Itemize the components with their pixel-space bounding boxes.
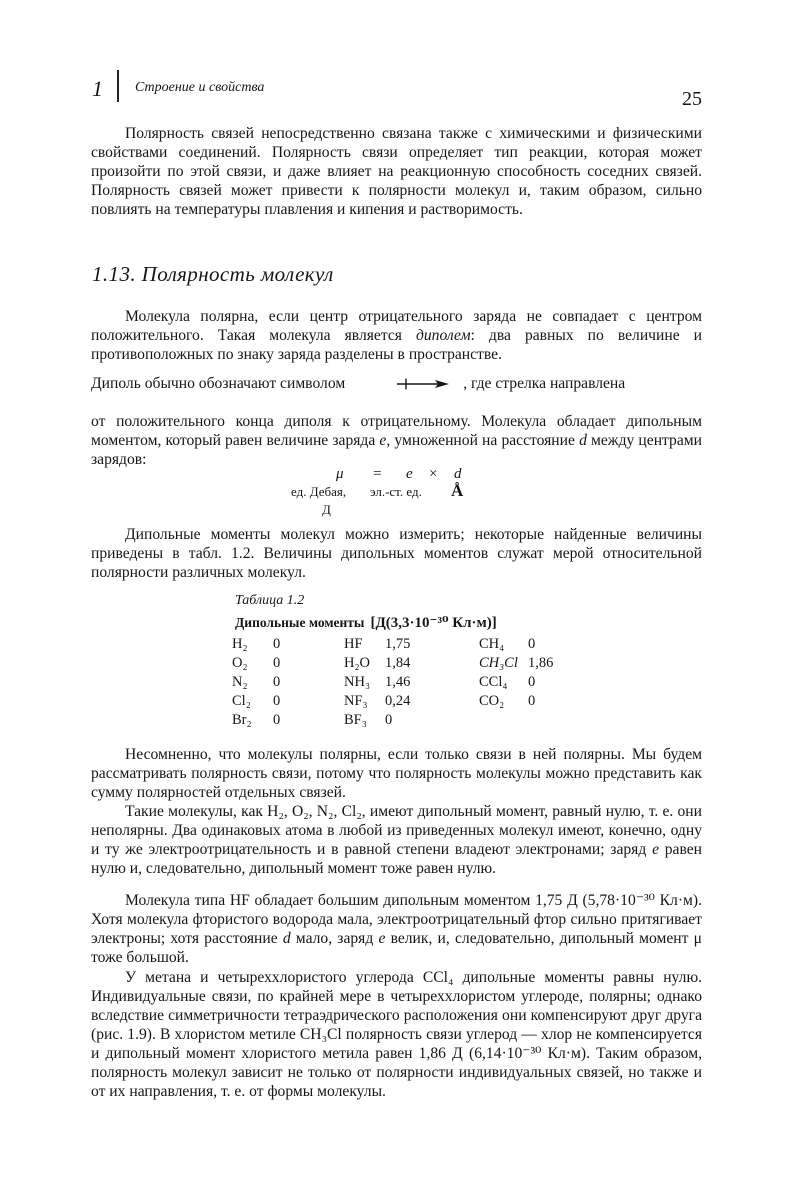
table-cell: 0 bbox=[273, 712, 281, 728]
text: Молекула полярна, если центр отрицательного заряда не совпадает с центром положительного. Такая молекула является bbox=[91, 308, 702, 344]
paragraph-measure: Дипольные моменты молекул можно измерить; некоторые найденные величины приведены в табл. 1.2. Величины дипольных моментов служат мерой относительной полярности различных молекул. bbox=[91, 526, 702, 581]
term-dipole: диполем bbox=[415, 327, 471, 344]
dipole-symbol-line bbox=[91, 375, 702, 393]
table-cell: 1,46 bbox=[385, 674, 411, 690]
variable-d: d bbox=[282, 930, 291, 947]
text: велик, и, следовательно, дипольный момент μ тоже большой. bbox=[91, 930, 702, 966]
paragraph-dipole-moment bbox=[91, 412, 702, 469]
table-cell: 0 bbox=[273, 693, 281, 709]
paragraph-molecule-polarity: Несомненно, что молекулы полярны, если только связи в ней полярны. Мы будем рассматривать полярность связи, потому что полярность молекулы можно представить как сумму полярностей отдельных связей. bbox=[91, 746, 702, 801]
table-cell: 1,84 bbox=[385, 655, 411, 671]
variable-e: e bbox=[652, 841, 659, 858]
table-cell: NH₃ bbox=[344, 674, 370, 690]
unit-debye-abbr: Д bbox=[322, 502, 331, 517]
table-cell: CH₃Cl bbox=[479, 655, 518, 671]
paragraph-methane-ccl4: У метана и четыреххлористого углерода CCl₄ дипольные моменты равны нулю. Индивидуальные связи, по крайней мере в четыреххлористом углероде, полярны; однако вследствие симметричности тетраэдрического расположения они компенсируют друг друга (рис. 1.9). В хлористом метиле CH₃Cl полярность связи углерод — хлор не компенсируется и дипольный момент хлористого метила равен 1,86 Д (6,14·10⁻³⁰ Кл·м). Таким образом, полярность молекул зависит не только от полярности индивидуальных связей, но также и от их направления, т. е. от формы молекулы. bbox=[91, 969, 702, 1100]
table-cell: CH₄ bbox=[479, 636, 505, 652]
table-cell: O₂ bbox=[232, 655, 248, 671]
table-cell: NF₃ bbox=[344, 693, 368, 709]
table-cell: 0 bbox=[273, 636, 281, 652]
table-cell: 0 bbox=[273, 674, 281, 690]
variable-e: e bbox=[379, 432, 387, 449]
table-cell: 0 bbox=[528, 693, 536, 709]
table-cell: HF bbox=[344, 636, 363, 652]
unit-debye: ед. Дебая, bbox=[291, 484, 347, 499]
table-cell: BF₃ bbox=[344, 712, 367, 728]
paragraph-hf bbox=[91, 891, 702, 967]
text: : два равных по величине и противоположных по знаку заряда разделены в пространстве. bbox=[91, 327, 702, 363]
table-cell: 1,75 bbox=[385, 636, 411, 652]
page-number: 25 bbox=[682, 88, 702, 110]
text: Молекула типа HF обладает большим дипольным моментом 1,75 Д (5,78·10⁻³⁰ Кл·м). Хотя молекула фтористого водорода мала, электроотрицательный фтор сильно притягивает электроны; хотя расстояние bbox=[91, 892, 702, 947]
dipole-line-text: Диполь обычно обозначают символом bbox=[91, 375, 346, 392]
table-row bbox=[232, 693, 568, 712]
text: равен нулю и, следовательно, дипольный момент тоже равен нулю. bbox=[91, 841, 703, 877]
formula-equals: = bbox=[373, 466, 382, 482]
formula-d: d bbox=[454, 466, 462, 482]
table-cell bbox=[479, 712, 528, 731]
table-cell bbox=[528, 712, 568, 731]
variable-e: e bbox=[378, 930, 386, 947]
table-row bbox=[232, 636, 568, 655]
formula-mu: μ bbox=[336, 466, 344, 482]
chapter-title: Строение и свойства bbox=[135, 80, 265, 95]
table-cell: CCl₄ bbox=[479, 674, 508, 690]
formula-times: × bbox=[429, 466, 438, 482]
unit-esu: эл.-ст. ед. bbox=[370, 484, 422, 499]
table-cell: H₂O bbox=[344, 655, 370, 671]
table-header-unit: [Д(3,3·10⁻³⁰ Кл·м)] bbox=[370, 615, 497, 631]
table-cell: CO₂ bbox=[479, 693, 505, 709]
dipole-line-text-after: , где стрелка направлена bbox=[463, 375, 626, 392]
text: между центрами зарядов: bbox=[91, 432, 702, 468]
header-divider bbox=[117, 70, 119, 102]
text: Такие молекулы, как H₂, O₂, N₂, Cl₂, имеют дипольный момент, равный нулю, т. е. они неполярны. Два одинаковых атома в любой из приведенных молекул имеют, конечно, одну и ту же электроотрицательность и в равной степени владеют электронами; заряд bbox=[91, 803, 702, 858]
table-cell: 0,24 bbox=[385, 693, 411, 709]
chapter-number: 1 bbox=[92, 76, 103, 101]
text: мало, заряд bbox=[290, 930, 379, 947]
table-cell: 1,86 bbox=[528, 655, 554, 671]
variable-d: d bbox=[579, 432, 587, 449]
table-cell: N₂ bbox=[232, 674, 248, 690]
table-header-label: Дипольные моменты bbox=[235, 615, 365, 630]
table-cell: 0 bbox=[528, 636, 536, 652]
paragraph-homonuclear bbox=[91, 802, 702, 878]
text: от положительного конца диполя к отрицательному. Молекула обладает дипольным моментом, который равен величине заряда bbox=[91, 413, 702, 449]
paragraph-bond-polarity: Полярность связей непосредственно связана также с химическими и физическими свойствами соединений. Полярность связи определяет тип реакции, которая может произойти по этой связи, и даже влияет на реакционную способность соседних связей. Полярность связей может привести к полярности молекул и, таким образом, сильно повлиять на температуры плавления и кипения и растворимость. bbox=[91, 125, 702, 218]
dipole-arrow-icon bbox=[397, 377, 449, 391]
table-caption: Таблица 1.2 bbox=[235, 593, 305, 608]
table-cell: Cl₂ bbox=[232, 693, 251, 709]
table-row bbox=[232, 655, 568, 674]
table-cell: Br₂ bbox=[232, 712, 252, 728]
formula-e: e bbox=[406, 466, 413, 482]
table-row bbox=[232, 674, 568, 693]
table-header bbox=[235, 613, 497, 632]
table-cell: 0 bbox=[273, 655, 281, 671]
table-row bbox=[232, 712, 568, 731]
dipole-moments-table bbox=[232, 636, 568, 731]
table-cell: H₂ bbox=[232, 636, 248, 652]
section-title: 1.13. Полярность молекул bbox=[92, 262, 334, 286]
unit-angstrom: Å bbox=[451, 481, 464, 500]
paragraph-dipole-definition bbox=[91, 307, 702, 364]
table-cell: 0 bbox=[528, 674, 536, 690]
table-cell: 0 bbox=[385, 712, 393, 728]
text: , умноженной на расстояние bbox=[386, 432, 580, 449]
